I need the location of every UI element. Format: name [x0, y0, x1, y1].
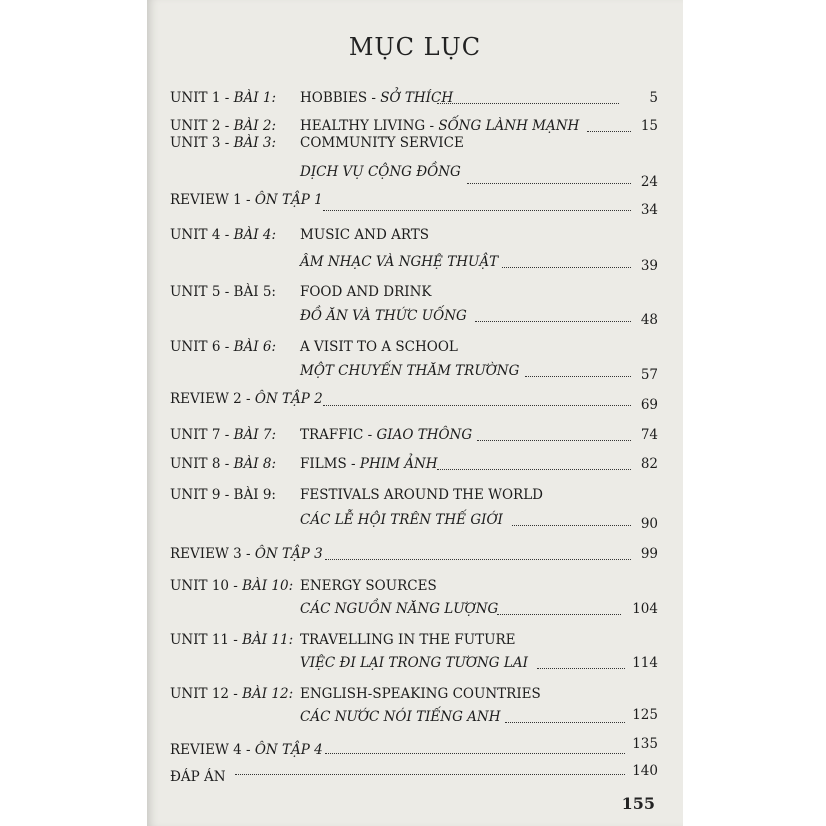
page-number: 74	[640, 427, 658, 443]
dot-leader	[323, 210, 631, 211]
dot-leader	[437, 469, 631, 470]
dot-leader	[477, 440, 631, 441]
page-number: 104	[632, 601, 658, 617]
toc-entry	[147, 455, 683, 477]
entry-label: UNIT 10 - BÀI 10:	[170, 578, 294, 594]
page-number: 57	[640, 367, 658, 383]
dot-leader	[467, 183, 631, 184]
entry-title-vi: VIỆC ĐI LẠI TRONG TƯƠNG LAI	[300, 655, 528, 671]
page-number: 15	[640, 118, 658, 134]
entry-title-en: FESTIVALS AROUND THE WORLD	[300, 487, 543, 503]
page-number: 82	[640, 456, 658, 472]
page-number: 114	[632, 655, 658, 671]
entry-title: TRAFFIC - GIAO THÔNG	[300, 427, 473, 443]
entry-label: UNIT 12 - BÀI 12:	[170, 686, 294, 702]
entry-title-en: TRAVELLING IN THE FUTURE	[300, 632, 516, 648]
dot-leader	[587, 131, 631, 132]
entry-label: UNIT 7 - BÀI 7:	[170, 427, 276, 443]
page-title: MỤC LỤC	[348, 33, 482, 61]
entry-title-vi: CÁC NƯỚC NÓI TIẾNG ANH	[300, 709, 501, 725]
entry-title-vi: DỊCH VỤ CỘNG ĐỒNG	[300, 164, 461, 180]
entry-title-vi: CÁC NGUỒN NĂNG LƯỢNG	[300, 601, 499, 617]
entry-label: REVIEW 3 - ÔN TẬP 3	[170, 546, 323, 562]
dot-leader	[437, 103, 619, 104]
entry-title-en: COMMUNITY SERVICE	[300, 135, 464, 151]
toc-entry-line2	[147, 253, 683, 275]
page-number: 39	[640, 258, 658, 274]
entry-label: ĐÁP ÁN	[170, 769, 226, 785]
book-page	[147, 0, 683, 826]
entry-label: UNIT 5 - BÀI 5:	[170, 284, 276, 300]
toc-entry-line2	[147, 307, 683, 329]
entry-title-en: FOOD AND DRINK	[300, 284, 432, 300]
entry-title-en: MUSIC AND ARTS	[300, 227, 430, 243]
toc-entry	[147, 134, 683, 156]
entry-label: UNIT 11 - BÀI 11:	[170, 632, 294, 648]
dot-leader	[502, 267, 631, 268]
entry-label: REVIEW 4 - ÔN TẬP 4	[170, 742, 323, 758]
toc-entry	[147, 685, 683, 707]
entry-title: FILMS - PHIM ẢNH	[300, 456, 438, 472]
dot-leader	[505, 722, 625, 723]
entry-label: UNIT 8 - BÀI 8:	[170, 456, 276, 472]
entry-label: UNIT 6 - BÀI 6:	[170, 339, 276, 355]
toc-entry-line2	[147, 362, 683, 384]
entry-title-en: ENGLISH-SPEAKING COUNTRIES	[300, 686, 541, 702]
page-number: 140	[632, 763, 658, 779]
page-number: 24	[640, 174, 658, 190]
page-number: 34	[640, 202, 658, 218]
entry-title-vi: ĐỒ ĂN VÀ THỨC UỐNG	[300, 308, 467, 324]
dot-leader	[525, 376, 631, 377]
toc-entry	[147, 631, 683, 653]
dot-leader	[497, 614, 621, 615]
toc-entry-line2	[147, 708, 683, 730]
toc-entry	[147, 390, 683, 412]
page-number: 135	[632, 736, 658, 752]
dot-leader	[235, 774, 625, 775]
toc-entry-line2	[147, 654, 683, 676]
entry-label: UNIT 9 - BÀI 9:	[170, 487, 276, 503]
entry-title-vi: MỘT CHUYẾN THĂM TRƯỜNG	[300, 363, 520, 379]
entry-title: HEALTHY LIVING - SỐNG LÀNH MẠNH	[300, 118, 580, 134]
page-number: 99	[640, 546, 658, 562]
entry-label: REVIEW 1 - ÔN TẬP 1	[170, 192, 323, 208]
entry-title-vi: ÂM NHẠC VÀ NGHỆ THUẬT	[300, 254, 499, 270]
book-page-number: 155	[621, 794, 655, 813]
toc-entry	[147, 426, 683, 448]
entry-title-en: A VISIT TO A SCHOOL	[300, 339, 458, 355]
dot-leader	[512, 525, 631, 526]
entry-label: UNIT 4 - BÀI 4:	[170, 227, 276, 243]
dot-leader	[537, 668, 625, 669]
page-number: 48	[640, 312, 658, 328]
toc-entry-line2	[147, 511, 683, 533]
dot-leader	[475, 321, 631, 322]
toc-entry	[147, 545, 683, 567]
toc-entry	[147, 763, 683, 790]
entry-label: REVIEW 2 - ÔN TẬP 2	[170, 391, 323, 407]
toc-entry	[147, 226, 683, 248]
toc-entry	[147, 486, 683, 508]
toc-entry	[147, 283, 683, 305]
page-number: 90	[640, 516, 658, 532]
entry-label: UNIT 1 - BÀI 1:	[170, 90, 276, 106]
toc-entry-line2	[147, 600, 683, 622]
dot-leader	[325, 753, 625, 754]
entry-title-vi: CÁC LỄ HỘI TRÊN THẾ GIỚI	[300, 512, 503, 528]
toc-entry	[147, 577, 683, 599]
toc-entry	[147, 338, 683, 360]
entry-label: UNIT 3 - BÀI 3:	[170, 135, 276, 151]
entry-label: UNIT 2 - BÀI 2:	[170, 118, 276, 134]
dot-leader	[325, 559, 631, 560]
entry-title: HOBBIES - SỞ THÍCH	[300, 90, 454, 106]
entry-title-en: ENERGY SOURCES	[300, 578, 437, 594]
toc-entry	[147, 191, 683, 218]
toc-entry-line2	[147, 163, 683, 190]
toc-entry	[147, 89, 683, 111]
page-number: 125	[632, 707, 658, 723]
page-number: 69	[640, 397, 658, 413]
page-number: 5	[649, 90, 658, 106]
toc-entry	[147, 736, 683, 763]
dot-leader	[323, 405, 631, 406]
